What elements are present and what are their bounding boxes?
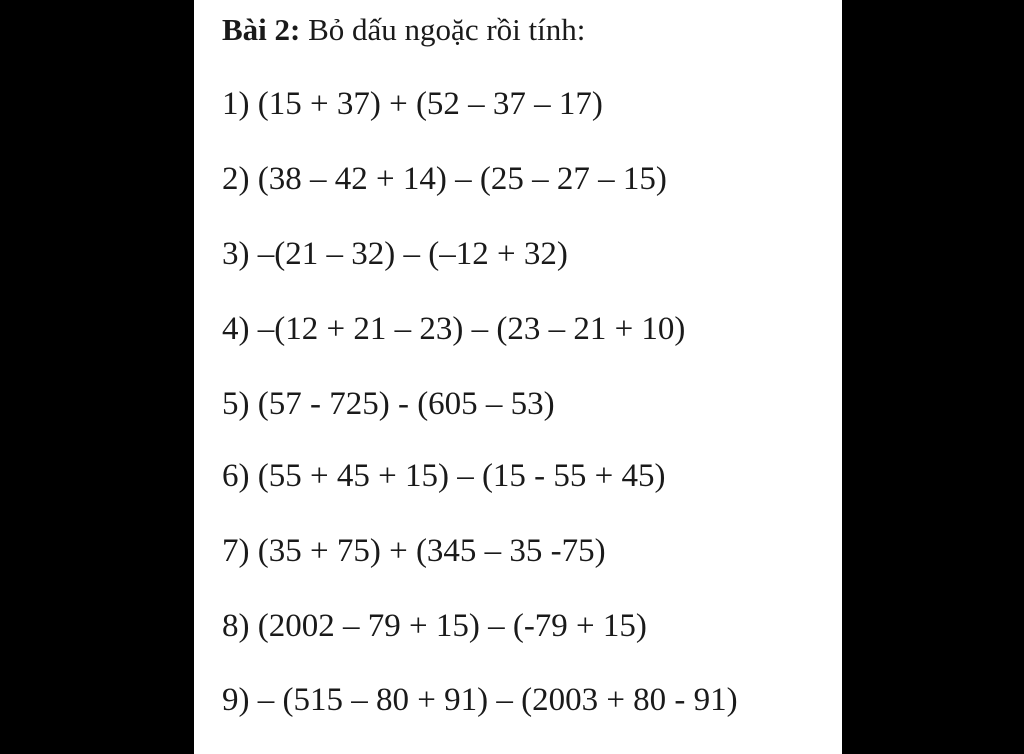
worksheet-page	[194, 0, 842, 754]
exercise-item-5: 5) (57 - 725) - (605 – 53)	[222, 386, 555, 422]
exercise-item-6: 6) (55 + 45 + 15) – (15 - 55 + 45)	[222, 458, 666, 494]
exercise-item-2: 2) (38 – 42 + 14) – (25 – 27 – 15)	[222, 161, 667, 197]
exercise-label: Bài 2:	[222, 12, 301, 47]
exercise-instruction: Bỏ dấu ngoặc rồi tính:	[300, 12, 586, 47]
exercise-item-8: 8) (2002 – 79 + 15) – (-79 + 15)	[222, 608, 647, 644]
exercise-item-3: 3) –(21 – 32) – (–12 + 32)	[222, 236, 568, 272]
exercise-item-4: 4) –(12 + 21 – 23) – (23 – 21 + 10)	[222, 311, 686, 347]
exercise-heading	[222, 10, 585, 50]
exercise-item-7: 7) (35 + 75) + (345 – 35 -75)	[222, 533, 606, 569]
exercise-item-1: 1) (15 + 37) + (52 – 37 – 17)	[222, 86, 603, 122]
exercise-item-9: 9) – (515 – 80 + 91) – (2003 + 80 - 91)	[222, 682, 738, 718]
